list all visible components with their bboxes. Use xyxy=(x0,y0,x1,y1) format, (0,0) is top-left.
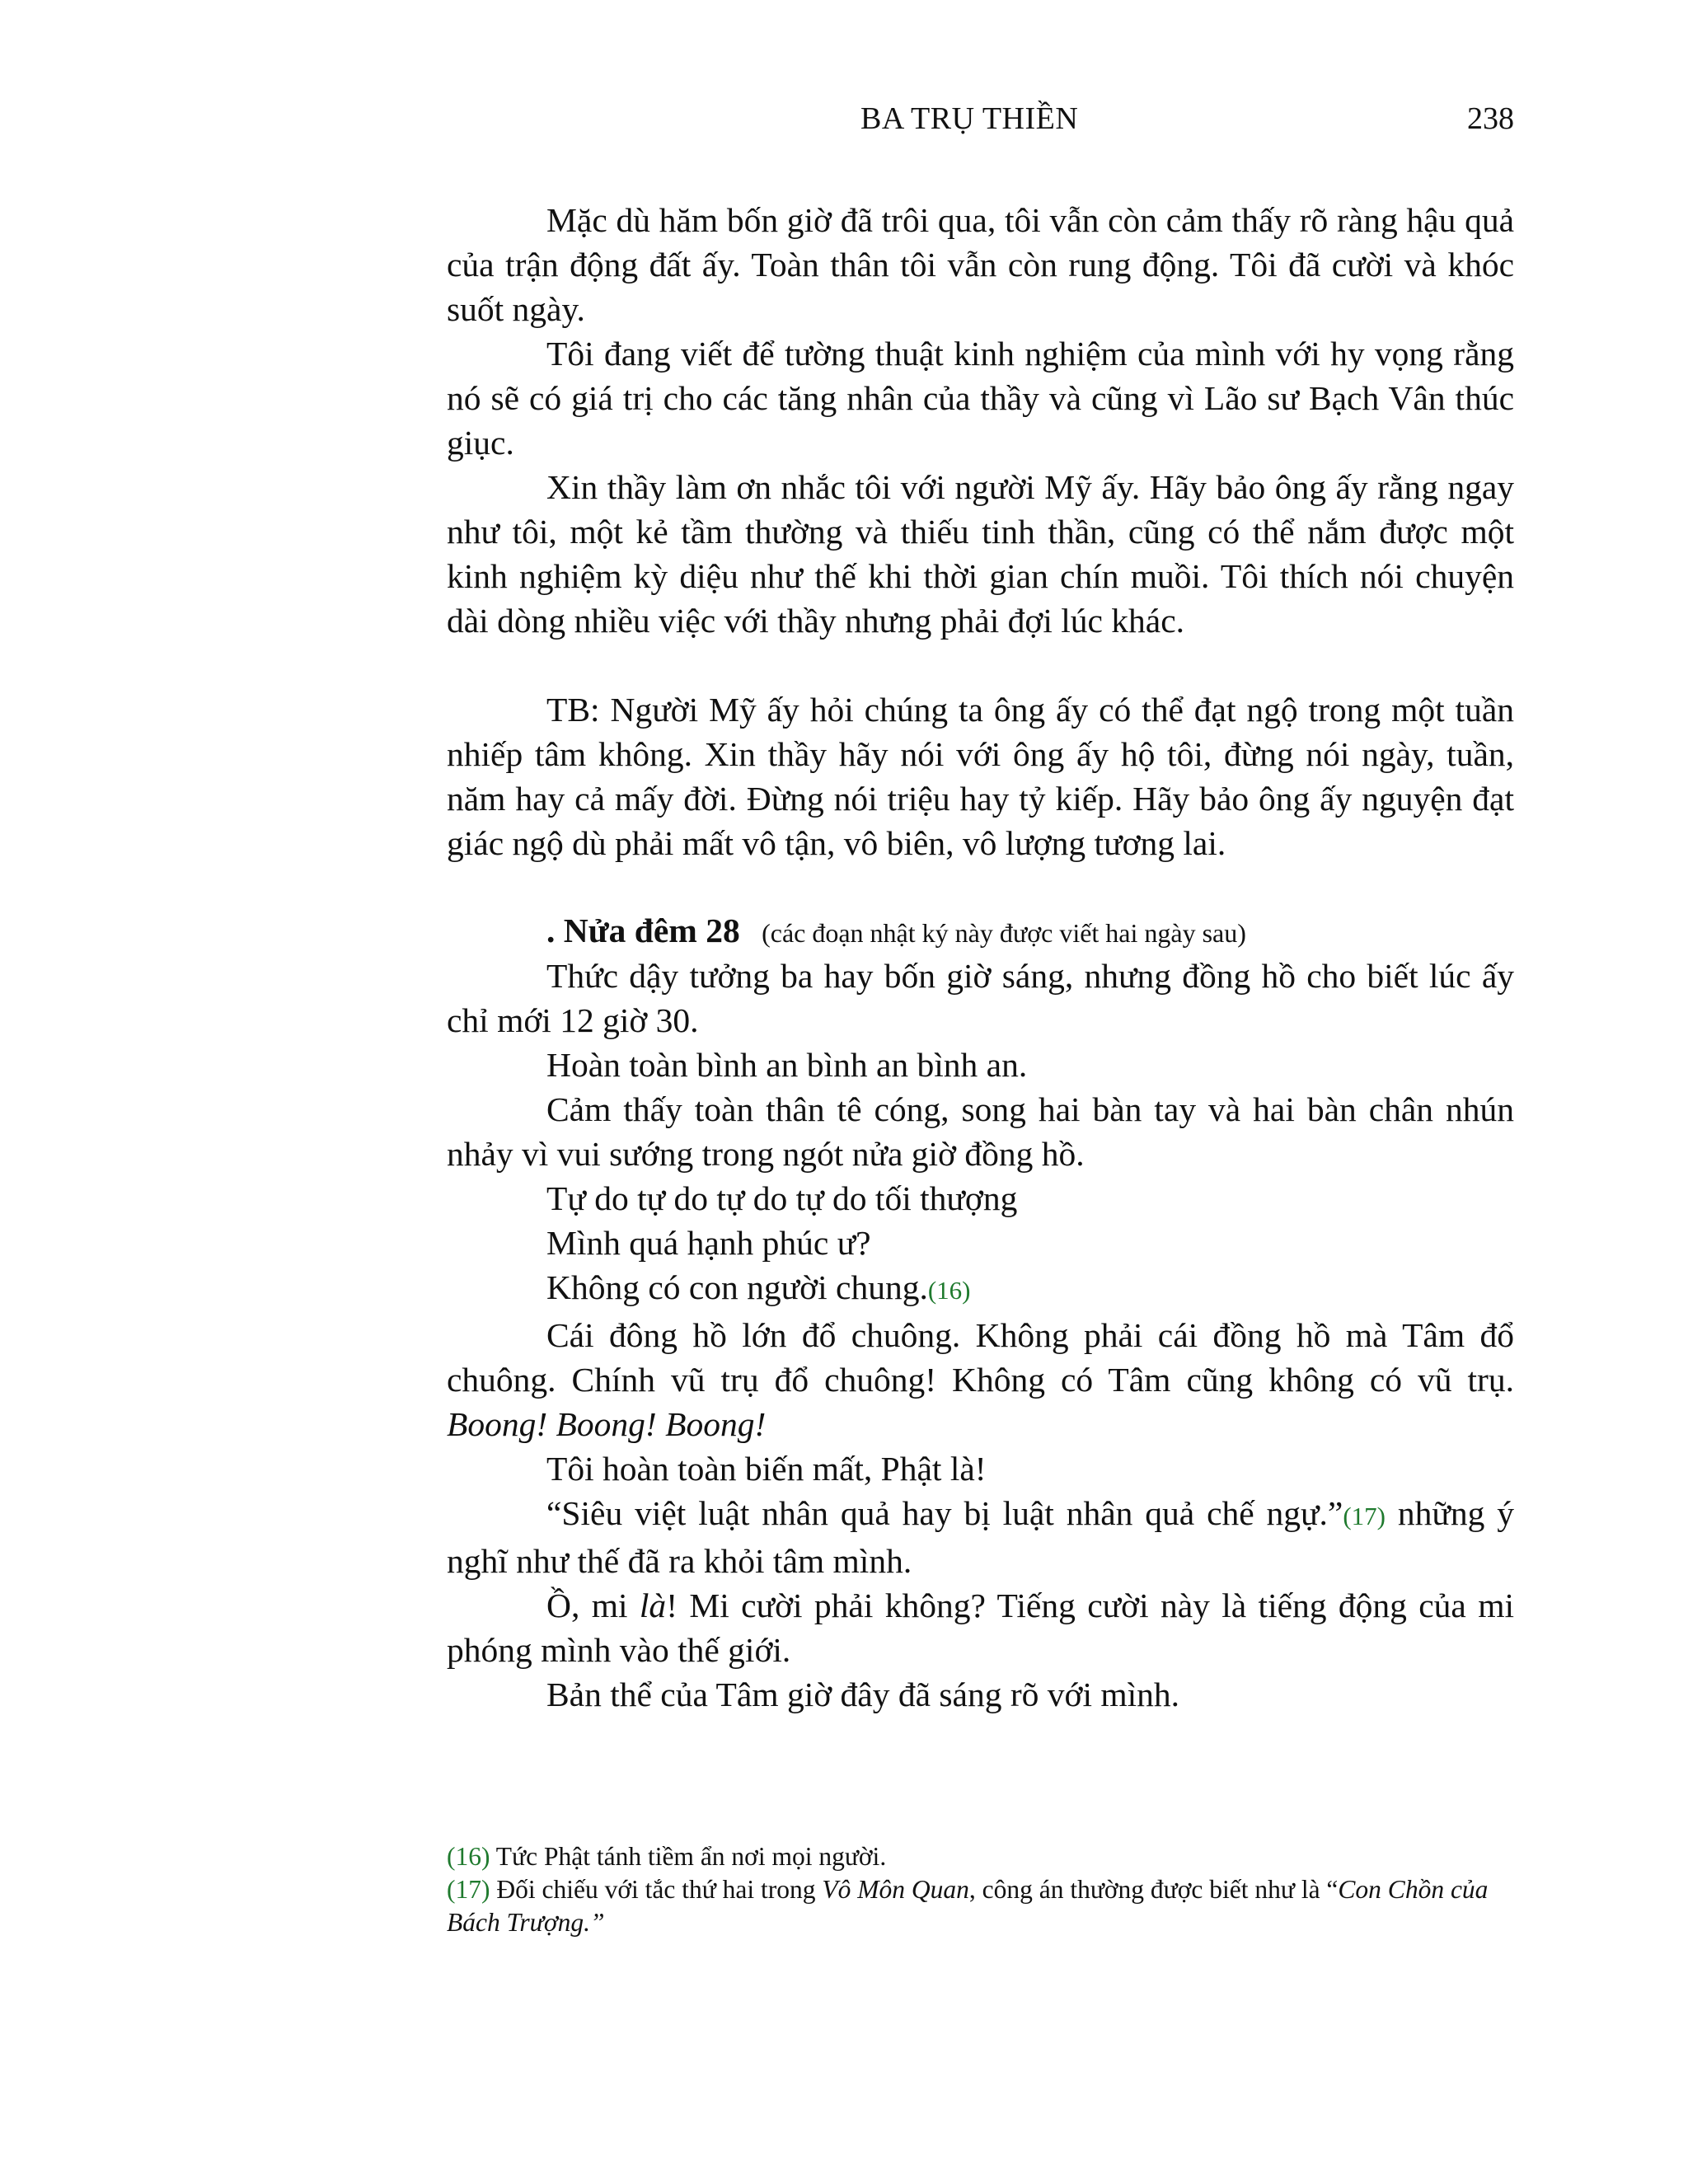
footnote-17-koan-title: Con Chồn của Bách Trượng.” xyxy=(447,1875,1489,1937)
diary-line-7-text: Cái đông hồ lớn đổ chuông. Không phải cái đồng hồ mà Tâm đổ chuông. Chính vũ trụ đổ chuông! Không có Tâm cũng không có vũ trụ. xyxy=(447,1316,1514,1399)
diary-line-3: Cảm thấy toàn thân tê cóng, song hai bàn tay và hai bàn chân nhún nhảy vì vui sướng trong ngót nửa giờ đồng hồ. xyxy=(447,1090,1514,1173)
body-text xyxy=(447,198,1514,1717)
section-heading xyxy=(447,910,1514,954)
page-header xyxy=(447,94,1514,143)
footnote-16-number: (16) xyxy=(447,1842,490,1871)
diary-line-6 xyxy=(447,1265,1514,1313)
footnote-ref-16[interactable]: (16) xyxy=(927,1276,971,1305)
diary-line-7 xyxy=(447,1313,1514,1446)
diary-line-4: Tự do tự do tự do tự do tối thượng xyxy=(546,1179,1018,1217)
footnote-16 xyxy=(447,1840,1514,1873)
running-title: BA TRỤ THIỀN xyxy=(860,101,1079,136)
diary-line-1: Thức dậy tưởng ba hay bốn giờ sáng, nhưng đồng hồ cho biết lúc ấy chỉ mới 12 giờ 30. xyxy=(447,957,1514,1039)
footnote-17-text-c: , công án thường được biết như là “ xyxy=(968,1875,1339,1904)
footnote-17-number: (17) xyxy=(447,1875,490,1904)
footnote-ref-17[interactable]: (17) xyxy=(1343,1502,1386,1530)
footnote-16-text: Tức Phật tánh tiềm ẩn nơi mọi người. xyxy=(495,1842,887,1871)
diary-line-9 xyxy=(447,1491,1514,1583)
diary-line-11: Bản thể của Tâm giờ đây đã sáng rõ với mình. xyxy=(546,1675,1180,1713)
diary-line-10-end: ! Mi cười phải không? Tiếng cười này là tiếng động của mi phóng mình vào thế giới. xyxy=(447,1586,1515,1669)
postscript-paragraph: TB: Người Mỹ ấy hỏi chúng ta ông ấy có thể đạt ngộ trong một tuần nhiếp tâm không. Xin thầy hãy nói với ông ấy hộ tôi, đừng nói ngày, tuần, năm hay cả mấy đời. Đừng nói triệu hay tỷ kiếp. Hãy bảo ông ấy nguyện đạt giác ngộ dù phải mất vô tận, vô biên, vô lượng tương lai. xyxy=(447,691,1514,862)
diary-line-10-italic: là xyxy=(639,1586,667,1624)
paragraph-1: Mặc dù hăm bốn giờ đã trôi qua, tôi vẫn còn cảm thấy rõ ràng hậu quả của trận động đất ấy. Toàn thân tôi vẫn còn rung động. Tôi đã cười và khóc suốt ngày. xyxy=(447,201,1514,328)
page-number: 238 xyxy=(1467,101,1514,136)
diary-line-9-text: những ý nghĩ như thế đã ra khỏi tâm mình. xyxy=(447,1494,1514,1580)
section-heading-note: (các đoạn nhật ký này được viết hai ngày sau) xyxy=(762,918,1246,948)
footnote-17-text-a: Đối chiếu với tắc thứ hai trong xyxy=(496,1875,816,1904)
diary-line-10 xyxy=(447,1583,1514,1672)
paragraph-2: Tôi đang viết để tường thuật kinh nghiệm của mình với hy vọng rằng nó sẽ có giá trị cho các tăng nhân của thầy và cũng vì Lão sư Bạch Vân thúc giục. xyxy=(447,335,1514,462)
diary-line-8: Tôi hoàn toàn biến mất, Phật là! xyxy=(546,1450,987,1488)
diary-line-2: Hoàn toàn bình an bình an bình an. xyxy=(546,1046,1028,1084)
paragraph-3: Xin thầy làm ơn nhắc tôi với người Mỹ ấy. Hãy bảo ông ấy rằng ngay như tôi, một kẻ tầm thường và thiếu tinh thần, cũng có thể nắm được một kinh nghiệm kỳ diệu như thế khi thời gian chín muồi. Tôi thích nói chuyện dài dòng nhiều việc với thầy nhưng phải đợi lúc khác. xyxy=(447,468,1514,640)
diary-line-7-italic: Boong! Boong! Boong! xyxy=(447,1405,767,1443)
diary-line-9-quote: “Siêu việt luật nhân quả hay bị luật nhân quả chế ngự.” xyxy=(546,1494,1343,1532)
footnote-17-book-title: Vô Môn Quan xyxy=(822,1875,969,1904)
footnotes xyxy=(447,1840,1514,1939)
footnote-17 xyxy=(447,1873,1514,1939)
diary-line-5: Mình quá hạnh phúc ư? xyxy=(546,1224,871,1262)
section-heading-title: . Nửa đêm 28 xyxy=(546,912,740,949)
diary-line-10-start: Ồ, mi xyxy=(546,1586,628,1624)
diary-line-6-text: Không có con người chung. xyxy=(546,1268,928,1306)
